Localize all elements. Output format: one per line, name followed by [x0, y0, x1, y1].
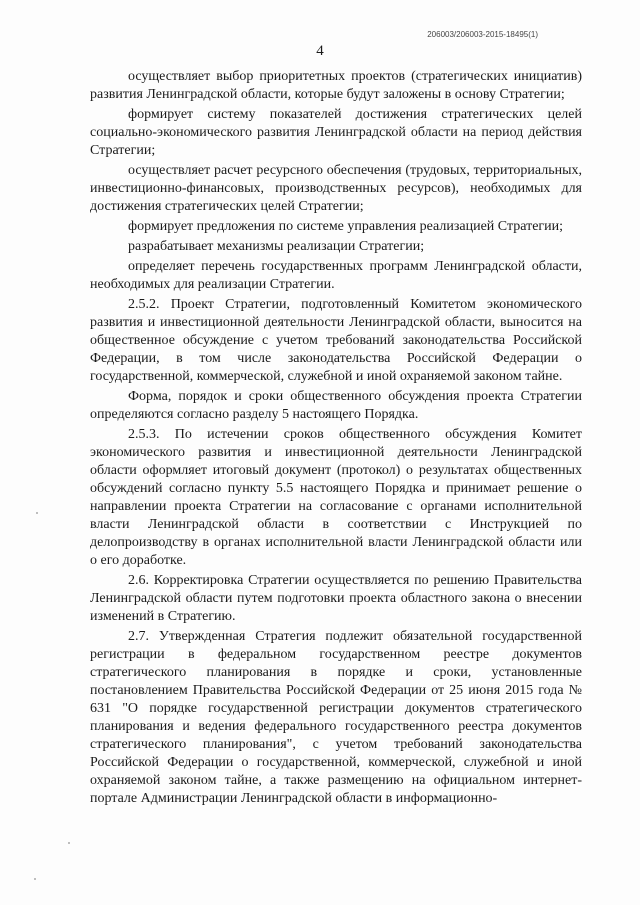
scan-speck [68, 842, 70, 844]
paragraph-priority-projects: осуществляет выбор приоритетных проектов (стратегических инициатив) развития Ленинградской области, которые будут заложены в основу Стратегии; [90, 69, 582, 102]
scan-speck [36, 512, 38, 514]
paragraph-programs-list: определяет перечень государственных программ Ленинградской области, необходимых для реализации Стратегии. [90, 259, 582, 292]
paragraph-management-proposals: формирует предложения по системе управления реализацией Стратегии; [128, 219, 564, 234]
scan-speck [34, 878, 36, 880]
paragraph-2-5-3: 2.5.3. По истечении сроков общественного обсуждения Комитет экономического развития и инвестиционной деятельности Ленинградской области оформляет итоговый документ (протокол) о результатах общественных обсуждений согласно пункту 5.5 настоящего Порядка и принимает решение о направлении проекта Стратегии на согласование с органами исполнительной власти Ленинградской области в соответствии с Инструкцией по делопроизводству в органах исполнительной власти Ленинградской области или о его доработке. [90, 427, 582, 568]
paragraph-2-7: 2.7. Утвержденная Стратегия подлежит обязательной государственной регистрации в федеральном государственном реестре документов стратегического планирования в порядке и сроки, установленные постановлением Правительства Российской Федерации от 25 июня 2015 года № 631 "О порядке государственной регистрации документов стратегического планирования и ведения федерального государственного реестра документов стратегического планирования", с учетом требований законодательства Российской Федерации о государственной, коммерческой, служебной и иной охраняемой законом тайне, а также размещению на официальном интернет-портале Администрации Ленинградской области в информационно- [90, 629, 582, 806]
paragraph-indicators: формирует систему показателей достижения стратегических целей социально-экономического развития Ленинградской области на период действия Стратегии; [90, 107, 582, 158]
paragraph-resources: осуществляет расчет ресурсного обеспечения (трудовых, территориальных, инвестиционно-финансовых, производственных ресурсов), необходимых для достижения стратегических целей Стратегии; [90, 163, 582, 214]
document-body [90, 68, 582, 810]
paragraph-mechanisms: разрабатывает механизмы реализации Стратегии; [128, 239, 425, 254]
paragraph-2-6: 2.6. Корректировка Стратегии осуществляется по решению Правительства Ленинградской области путем подготовки проекта областного закона о внесении изменений в Стратегию. [90, 573, 582, 624]
document-id: 206003/206003-2015-18495(1) [427, 30, 538, 39]
paragraph-discussion-form: Форма, порядок и сроки общественного обсуждения проекта Стратегии определяются согласно разделу 5 настоящего Порядка. [90, 389, 582, 422]
page-number: 4 [316, 43, 324, 59]
paragraph-2-5-2: 2.5.2. Проект Стратегии, подготовленный Комитетом экономического развития и инвестиционной деятельности Ленинградской области, выносится на общественное обсуждение с учетом требований законодательства Российской Федерации, в том числе законодательства Российской Федерации о государственной, коммерческой, служебной и иной охраняемой законом тайне. [90, 297, 582, 384]
